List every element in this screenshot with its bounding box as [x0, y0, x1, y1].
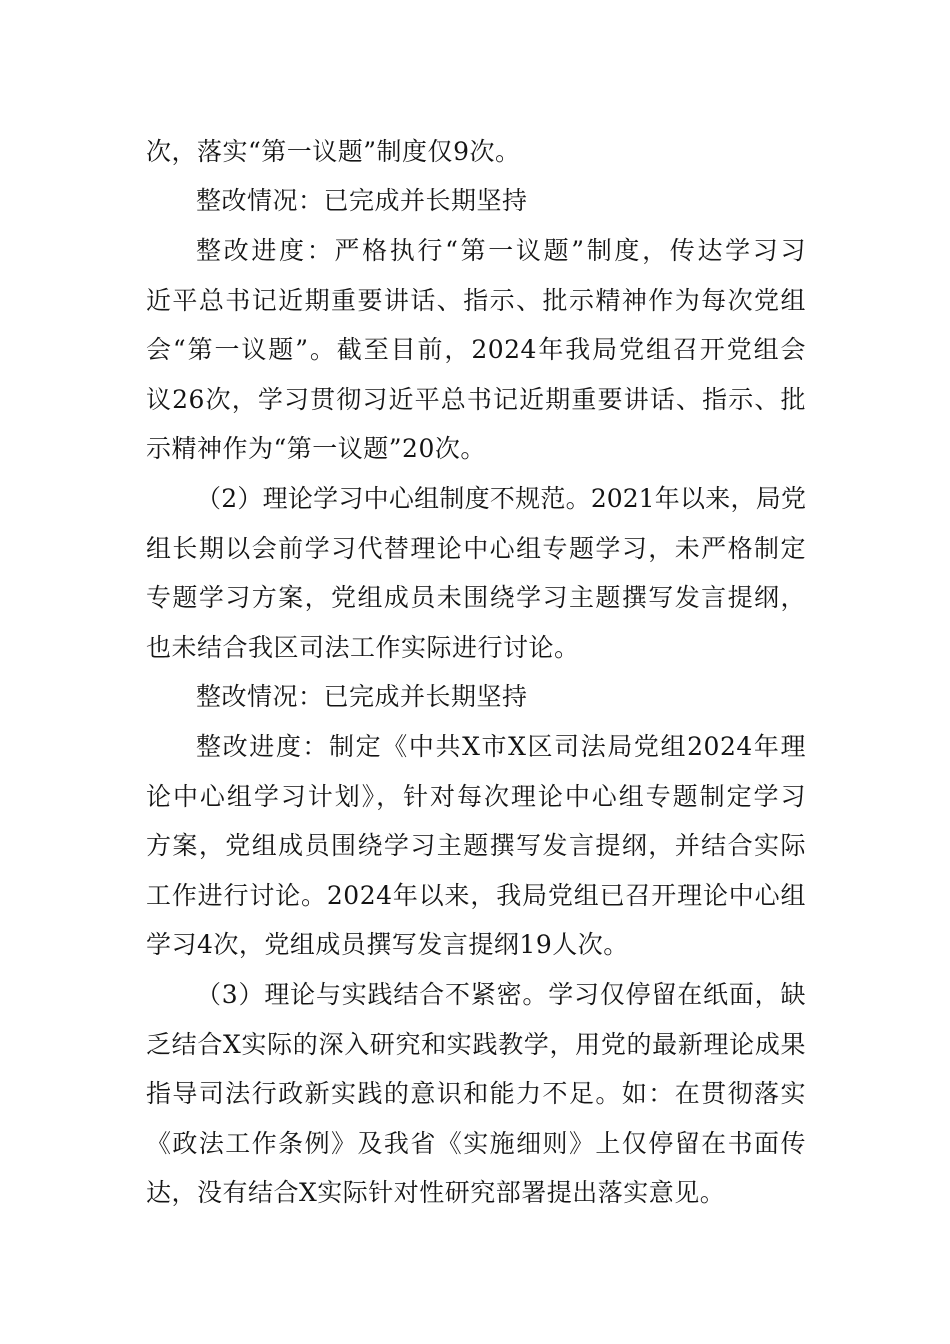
body-line: 议26次，学习贯彻习近平总书记近期重要讲话、指示、批 [146, 385, 806, 414]
body-line: 学习4次，党组成员撰写发言提纲19人次。 [146, 930, 629, 959]
body-line: 组长期以会前学习代替理论中心组专题学习，未严格制定 [146, 534, 806, 563]
body-line: 专题学习方案，党组成员未围绕学习主题撰写发言提纲， [146, 583, 806, 612]
body-line: 工作进行讨论。2024年以来，我局党组已召开理论中心组 [146, 881, 806, 910]
issue-heading-line: （3）理论与实践结合不紧密。学习仅停留在纸面，缺 [196, 980, 806, 1009]
rectification-status-line: 整改情况：已完成并长期坚持 [196, 682, 528, 711]
body-line: 示精神作为“第一议题”20次。 [146, 434, 486, 463]
body-line: 指导司法行政新实践的意识和能力不足。如：在贯彻落实 [146, 1079, 806, 1108]
rectification-progress-line: 整改进度：严格执行“第一议题”制度，传达学习习 [196, 236, 806, 265]
body-line: 乏结合X实际的深入研究和实践教学，用党的最新理论成果 [146, 1030, 806, 1059]
body-line: 方案，党组成员围绕学习主题撰写发言提纲，并结合实际 [146, 831, 806, 860]
rectification-progress-line: 整改进度：制定《中共X市X区司法局党组2024年理 [196, 732, 806, 761]
issue-heading-line: （2）理论学习中心组制度不规范。2021年以来，局党 [196, 484, 806, 513]
body-line: 近平总书记近期重要讲话、指示、批示精神作为每次党组 [146, 286, 806, 315]
body-line: 《政法工作条例》及我省《实施细则》上仅停留在书面传 [146, 1129, 806, 1158]
body-line: 论中心组学习计划》，针对每次理论中心组专题制定学习 [146, 782, 806, 811]
body-line: 达，没有结合X实际针对性研究部署提出落实意见。 [146, 1178, 726, 1207]
body-line: 也未结合我区司法工作实际进行讨论。 [146, 633, 580, 662]
body-line: 会“第一议题”。截至目前，2024年我局党组召开党组会 [146, 335, 806, 364]
body-line: 次，落实“第一议题”制度仅9次。 [146, 137, 521, 166]
rectification-status-line: 整改情况：已完成并长期坚持 [196, 186, 528, 215]
